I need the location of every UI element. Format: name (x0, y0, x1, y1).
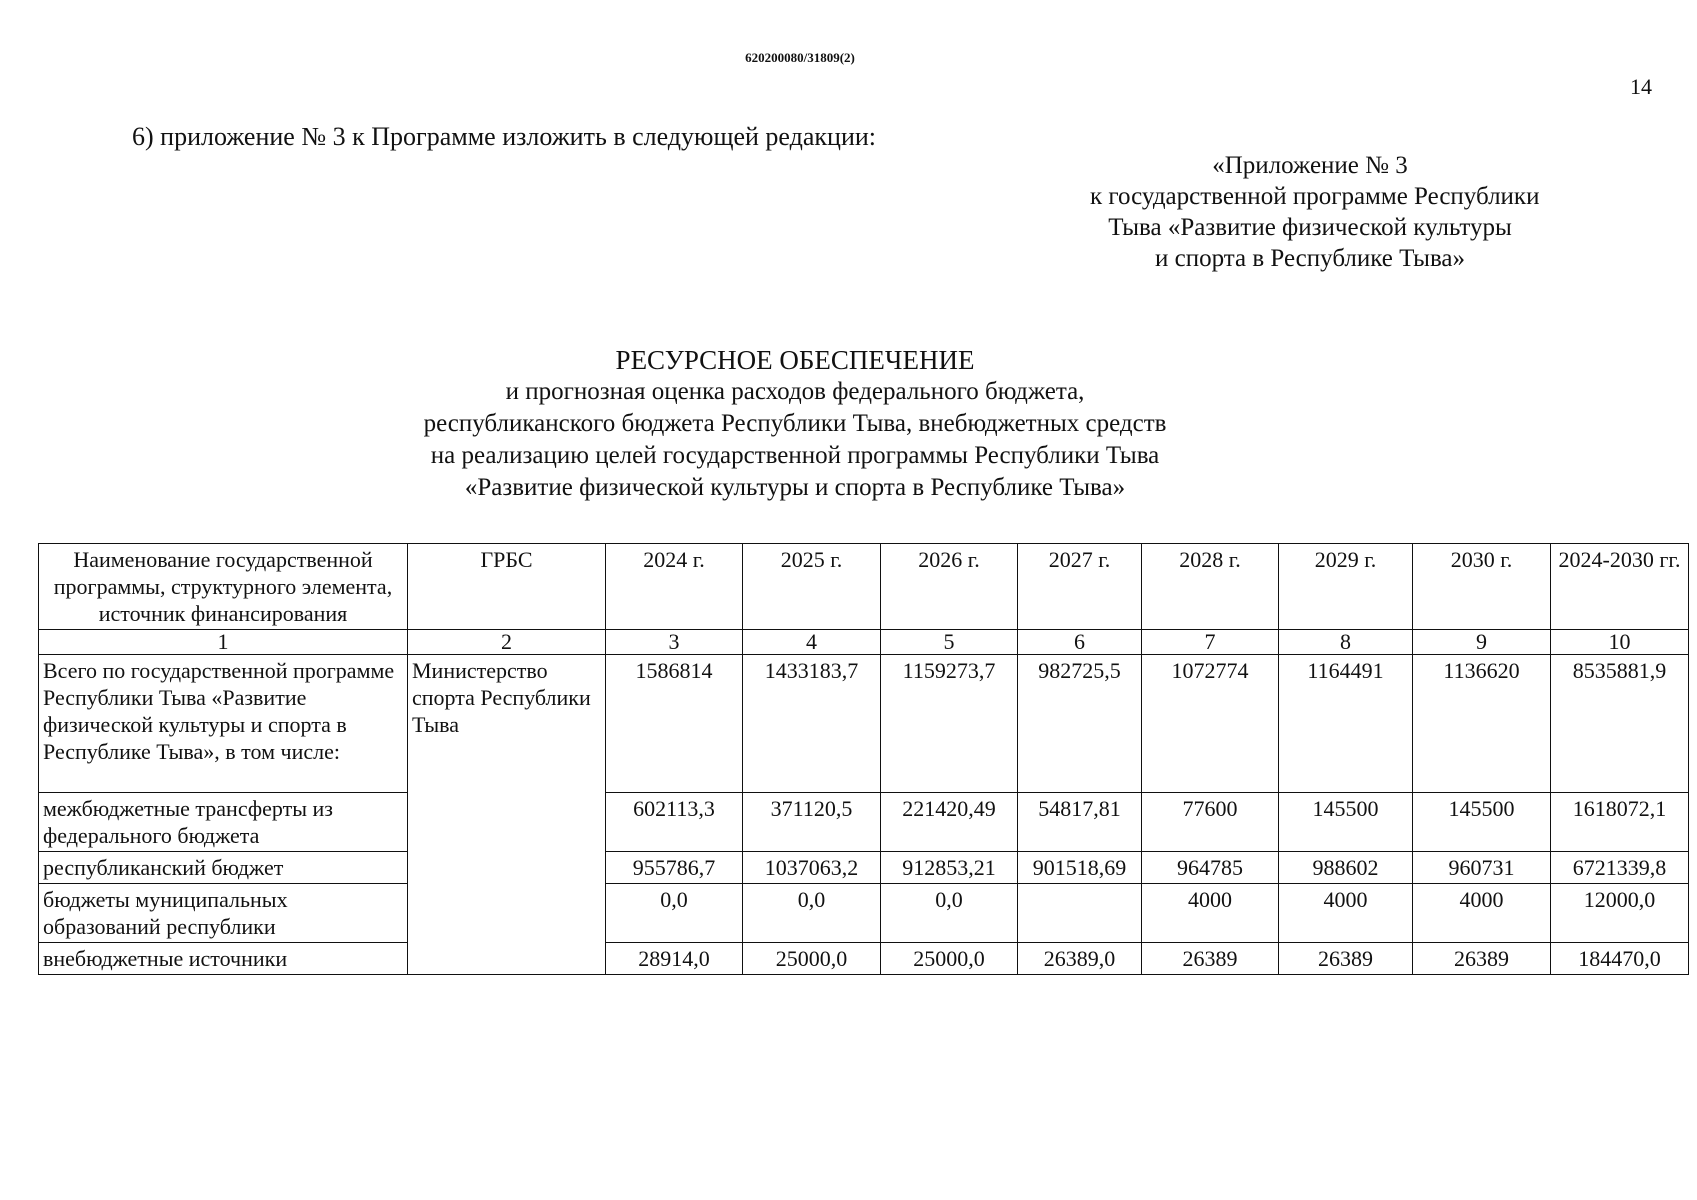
table-row (39, 943, 1689, 975)
value-cell: 1433183,7 (743, 655, 881, 793)
title-line: республиканского бюджета Республики Тыва, внебюджетных средств (423, 410, 1167, 437)
value-cell: 26389 (1142, 943, 1279, 975)
appendix-line: к государственной программе Республики (1090, 183, 1540, 210)
column-index: 3 (606, 630, 743, 655)
value-cell: 1618072,1 (1551, 793, 1689, 852)
page-number: 14 (1630, 74, 1652, 99)
document-code: 620200080/31809(2) (745, 50, 855, 65)
header-grbs: ГРБС (408, 544, 606, 630)
table-header-row (39, 544, 1689, 630)
column-index: 7 (1142, 630, 1279, 655)
value-cell: 960731 (1413, 852, 1551, 884)
value-cell: 221420,49 (881, 793, 1018, 852)
row-name: Всего по государственной программе Республики Тыва «Развитие физической культуры и спорта в Республике Тыва», в том числе: (39, 655, 408, 793)
value-cell: 4000 (1279, 884, 1413, 943)
value-cell: 901518,69 (1018, 852, 1142, 884)
column-index: 8 (1279, 630, 1413, 655)
column-index: 9 (1413, 630, 1551, 655)
header-year: 2025 г. (743, 544, 881, 630)
value-cell: 184470,0 (1551, 943, 1689, 975)
column-index: 10 (1551, 630, 1689, 655)
value-cell (1018, 884, 1142, 943)
value-cell: 1037063,2 (743, 852, 881, 884)
value-cell: 602113,3 (606, 793, 743, 852)
row-name: межбюджетные трансферты из федерального бюджета (39, 793, 408, 852)
value-cell: 8535881,9 (1551, 655, 1689, 793)
appendix-heading (1090, 150, 1540, 274)
value-cell: 145500 (1279, 793, 1413, 852)
value-cell: 54817,81 (1018, 793, 1142, 852)
header-year: 2030 г. (1413, 544, 1551, 630)
column-index: 5 (881, 630, 1018, 655)
value-cell: 6721339,8 (1551, 852, 1689, 884)
value-cell: 26389,0 (1018, 943, 1142, 975)
appendix-line: «Приложение № 3 (1212, 152, 1408, 179)
grbs-cell: Министерство спорта Республики Тыва (408, 655, 606, 975)
title-line: «Развитие физической культуры и спорта в Республике Тыва» (464, 474, 1126, 501)
column-index-row (39, 630, 1689, 655)
value-cell: 1586814 (606, 655, 743, 793)
value-cell: 26389 (1413, 943, 1551, 975)
value-cell: 0,0 (743, 884, 881, 943)
value-cell: 77600 (1142, 793, 1279, 852)
value-cell: 982725,5 (1018, 655, 1142, 793)
header-year: 2027 г. (1018, 544, 1142, 630)
header-name: Наименование государственной программы, структурного элемента, источник финансирования (39, 544, 408, 630)
row-name: бюджеты муниципальных образований республики (39, 884, 408, 943)
column-index: 2 (408, 630, 606, 655)
value-cell: 145500 (1413, 793, 1551, 852)
title-main: РЕСУРСНОЕ ОБЕСПЕЧЕНИЕ (615, 345, 975, 375)
table-row (39, 793, 1689, 852)
value-cell: 1072774 (1142, 655, 1279, 793)
resource-table (38, 543, 1689, 975)
table-row (39, 655, 1689, 793)
appendix-line: Тыва «Развитие физической культуры (1108, 214, 1512, 241)
value-cell: 955786,7 (606, 852, 743, 884)
header-total: 2024-2030 гг. (1551, 544, 1689, 630)
value-cell: 0,0 (606, 884, 743, 943)
value-cell: 25000,0 (881, 943, 1018, 975)
header-year: 2024 г. (606, 544, 743, 630)
value-cell: 26389 (1279, 943, 1413, 975)
row-name: республиканский бюджет (39, 852, 408, 884)
title-line: и прогнозная оценка расходов федерального бюджета, (505, 378, 1085, 405)
value-cell: 28914,0 (606, 943, 743, 975)
title-line: на реализацию целей государственной программы Республики Тыва (430, 442, 1160, 469)
header-year: 2028 г. (1142, 544, 1279, 630)
value-cell: 12000,0 (1551, 884, 1689, 943)
table-row (39, 852, 1689, 884)
document-title (290, 344, 1300, 504)
value-cell: 1159273,7 (881, 655, 1018, 793)
value-cell: 988602 (1279, 852, 1413, 884)
header-year: 2026 г. (881, 544, 1018, 630)
row-name: внебюджетные источники (39, 943, 408, 975)
value-cell: 25000,0 (743, 943, 881, 975)
value-cell: 371120,5 (743, 793, 881, 852)
table-row (39, 884, 1689, 943)
header-year: 2029 г. (1279, 544, 1413, 630)
value-cell: 4000 (1413, 884, 1551, 943)
appendix-line: и спорта в Республике Тыва» (1154, 245, 1466, 272)
column-index: 1 (39, 630, 408, 655)
value-cell: 1136620 (1413, 655, 1551, 793)
intro-paragraph: 6) приложение № 3 к Программе изложить в следующей редакции: (132, 122, 876, 151)
value-cell: 1164491 (1279, 655, 1413, 793)
value-cell: 4000 (1142, 884, 1279, 943)
value-cell: 0,0 (881, 884, 1018, 943)
value-cell: 964785 (1142, 852, 1279, 884)
column-index: 4 (743, 630, 881, 655)
value-cell: 912853,21 (881, 852, 1018, 884)
column-index: 6 (1018, 630, 1142, 655)
